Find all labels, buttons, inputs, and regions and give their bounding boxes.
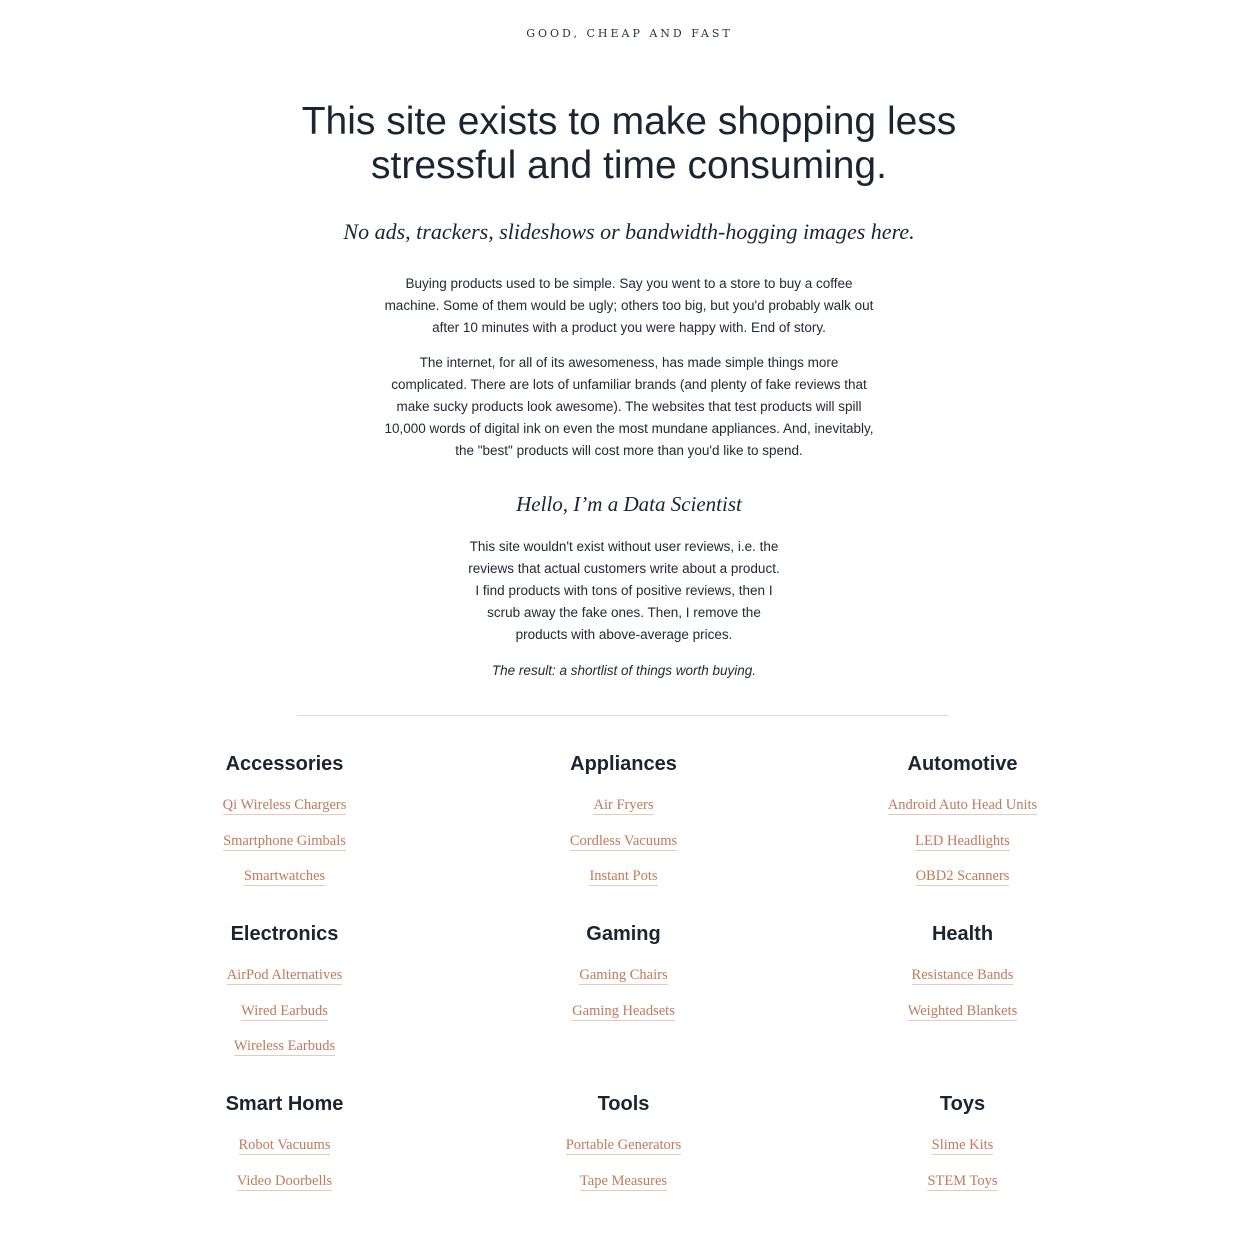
category-smart-home	[115, 1088, 454, 1244]
category-title: Electronics	[230, 923, 339, 945]
category-link[interactable]: Smartphone Gimbals	[223, 832, 346, 849]
tagline: No ads, trackers, slideshows or bandwidth-hogging images here.	[343, 219, 915, 244]
category-link-list	[454, 794, 793, 901]
category-automotive	[793, 748, 1132, 904]
category-link[interactable]: Tape Measures	[579, 1172, 668, 1189]
category-link[interactable]: STEM Toys	[927, 1172, 998, 1189]
category-link[interactable]: Gaming Chairs	[579, 967, 668, 983]
section-divider	[297, 715, 949, 716]
category-title: Tools	[597, 1093, 650, 1115]
category-toys	[793, 1088, 1132, 1244]
category-title: Appliances	[570, 753, 677, 775]
category-link-list	[793, 794, 1132, 901]
category-link-list	[454, 1134, 793, 1205]
category-link[interactable]: Instant Pots	[589, 868, 658, 884]
category-link-list	[454, 964, 793, 1035]
category-link[interactable]: Portable Generators	[565, 1137, 682, 1153]
intro-section	[384, 273, 874, 475]
category-link[interactable]: Qi Wireless Chargers	[222, 797, 347, 813]
intro-paragraph: The internet, for all of its awesomeness, has made simple things more complicated. There are lots of unfamiliar brands (and plenty of fake reviews that make sucky products look awesome). The websites that test products will spill 10,000 words of digital ink on even the most mundane appliances. And, inevitably, the "best" products will cost more than you'd like to spend.	[384, 355, 874, 458]
category-link[interactable]: Slime Kits	[931, 1137, 994, 1153]
category-link[interactable]: Wireless Earbuds	[233, 1038, 336, 1054]
category-link[interactable]: Smartwatches	[243, 868, 326, 884]
category-link[interactable]: Android Auto Head Units	[887, 797, 1038, 813]
category-link[interactable]: AirPod Alternatives	[226, 967, 343, 983]
category-link[interactable]: Weighted Blankets	[907, 1002, 1018, 1019]
category-link-list	[115, 1134, 454, 1205]
category-appliances	[454, 748, 793, 904]
category-title: Accessories	[225, 753, 344, 775]
category-link-list	[793, 1134, 1132, 1205]
category-gaming	[454, 918, 793, 1074]
result-statement: The result: a shortlist of things worth buying.	[491, 663, 757, 678]
page-headline: This site exists to make shopping less stressful and time consuming.	[301, 100, 957, 187]
category-link[interactable]: Wired Earbuds	[241, 1002, 328, 1019]
category-link[interactable]: Gaming Headsets	[572, 1002, 675, 1019]
category-accessories	[115, 748, 454, 904]
category-electronics	[115, 918, 454, 1074]
category-title: Toys	[939, 1093, 986, 1115]
category-link-list	[793, 964, 1132, 1035]
category-link[interactable]: Video Doorbells	[236, 1172, 333, 1189]
site-name[interactable]: GOOD, CHEAP AND FAST	[526, 27, 733, 40]
category-link[interactable]: Robot Vacuums	[238, 1137, 331, 1153]
data-scientist-heading: Hello, I’m a Data Scientist	[516, 492, 742, 516]
category-link[interactable]: Air Fryers	[593, 797, 654, 813]
category-link[interactable]: Resistance Bands	[911, 967, 1014, 983]
category-title: Gaming	[586, 923, 661, 945]
category-link[interactable]: Cordless Vacuums	[569, 832, 678, 849]
category-tools	[454, 1088, 793, 1244]
data-scientist-section	[466, 536, 782, 696]
data-scientist-paragraph: This site wouldn't exist without user reviews, i.e. the reviews that actual customers write about a product. I find products with tons of positive reviews, then I scrub away the fake ones. Then, I remove the products with above-average prices.	[468, 539, 780, 642]
category-link-list	[115, 964, 454, 1071]
category-title: Health	[931, 923, 994, 945]
category-health	[793, 918, 1132, 1074]
category-link-list	[115, 794, 454, 901]
category-title: Smart Home	[225, 1093, 344, 1115]
category-title: Automotive	[907, 753, 1018, 775]
intro-paragraph: Buying products used to be simple. Say you went to a store to buy a coffee machine. Some of them would be ugly; others too big, but you'd probably walk out after 10 minutes with a product you were happy with. End of story.	[384, 276, 874, 335]
category-link[interactable]: OBD2 Scanners	[915, 868, 1010, 884]
category-grid	[115, 748, 1132, 1244]
category-link[interactable]: LED Headlights	[915, 832, 1010, 849]
